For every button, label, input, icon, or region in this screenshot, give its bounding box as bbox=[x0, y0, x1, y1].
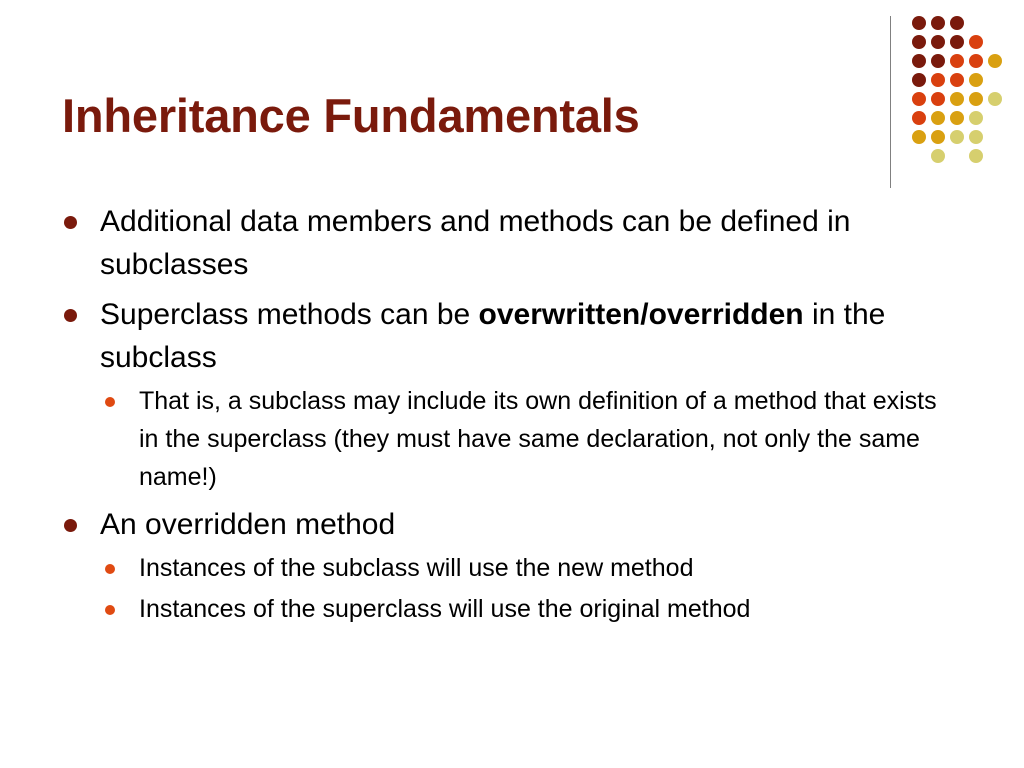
decorative-dot bbox=[969, 73, 983, 87]
bullet-dot-icon bbox=[64, 216, 77, 229]
decorative-dot bbox=[931, 16, 945, 30]
bullet-dot-icon bbox=[64, 519, 77, 532]
sub-bullet-item bbox=[62, 590, 962, 628]
decorative-dot bbox=[969, 35, 983, 49]
decorative-dot bbox=[969, 130, 983, 144]
decorative-dot bbox=[931, 35, 945, 49]
bullet-item bbox=[62, 200, 962, 286]
decorative-dot bbox=[912, 92, 926, 106]
decorative-dot bbox=[912, 73, 926, 87]
decorative-dot bbox=[931, 130, 945, 144]
decorative-dot bbox=[950, 35, 964, 49]
bullet-text: Additional data members and methods can be defined in subclasses bbox=[100, 205, 851, 281]
decorative-dot bbox=[912, 111, 926, 125]
decorative-dot bbox=[950, 130, 964, 144]
sub-bullet-dot-icon bbox=[105, 605, 115, 615]
decorative-dot bbox=[988, 92, 1002, 106]
decorative-dot bbox=[950, 92, 964, 106]
decorative-dot bbox=[931, 149, 945, 163]
decorative-dot bbox=[931, 54, 945, 68]
bullet-text: An overridden method bbox=[100, 508, 396, 541]
bullet-text: in the subclass bbox=[100, 298, 886, 374]
sub-bullet-dot-icon bbox=[105, 564, 115, 574]
decorative-dot bbox=[912, 54, 926, 68]
sub-bullet-text: Instances of the subclass will use the new method bbox=[139, 554, 694, 582]
decorative-dot bbox=[912, 130, 926, 144]
title-divider-line bbox=[890, 16, 891, 188]
decorative-dot bbox=[931, 111, 945, 125]
sub-bullet-text: Instances of the superclass will use the original method bbox=[139, 595, 751, 623]
bullet-item bbox=[62, 503, 962, 546]
decorative-dot bbox=[950, 73, 964, 87]
decorative-dot bbox=[931, 92, 945, 106]
bullet-dot-icon bbox=[64, 309, 77, 322]
decorative-dot bbox=[969, 149, 983, 163]
slide-title: Inheritance Fundamentals bbox=[62, 89, 640, 142]
bullet-text: Superclass methods can be bbox=[100, 298, 479, 331]
decorative-dot bbox=[912, 16, 926, 30]
sub-bullet-item bbox=[62, 382, 962, 496]
sub-bullet-item bbox=[62, 549, 962, 587]
decorative-dot bbox=[931, 73, 945, 87]
decorative-dot bbox=[950, 16, 964, 30]
decorative-dot bbox=[969, 54, 983, 68]
decorative-dot bbox=[950, 54, 964, 68]
sub-bullet-text: That is, a subclass may include its own definition of a method that exists in the superclass (they must have same declaration, not only the same name!) bbox=[139, 387, 937, 491]
bullet-list bbox=[62, 200, 962, 628]
decorative-dot bbox=[988, 54, 1002, 68]
bullet-item bbox=[62, 293, 962, 379]
bullet-bold-text: overwritten/overridden bbox=[478, 298, 804, 331]
sub-bullet-dot-icon bbox=[105, 397, 115, 407]
decorative-dot bbox=[950, 111, 964, 125]
decorative-dot bbox=[912, 35, 926, 49]
decorative-dot bbox=[969, 111, 983, 125]
decorative-dot bbox=[969, 92, 983, 106]
